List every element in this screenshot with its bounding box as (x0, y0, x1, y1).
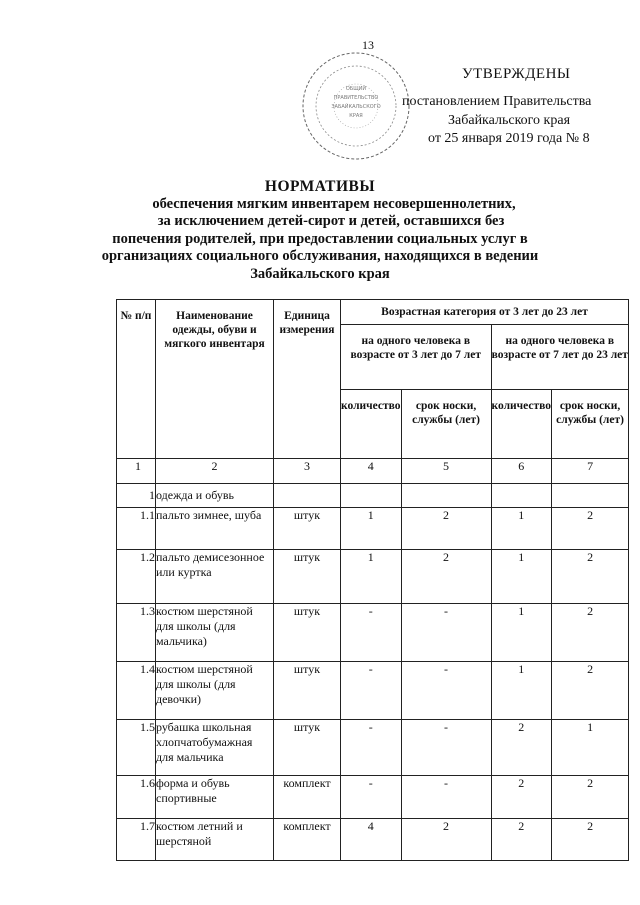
row-num: 1.5 (117, 720, 156, 776)
document-heading (0, 178, 640, 283)
row-term-1: 2 (401, 508, 491, 550)
column-number: 6 (491, 459, 552, 484)
row-qty-2: 1 (491, 550, 552, 604)
row-term-2: 2 (552, 662, 629, 720)
norms-table (116, 299, 629, 861)
approval-title: УТВЕРЖДЕНЫ (462, 66, 571, 82)
row-num: 1.3 (117, 604, 156, 662)
header-unit: Единица измерения (274, 300, 341, 459)
row-qty-1: - (341, 776, 402, 819)
stamp-line-1: ОБЩИЙ (345, 86, 367, 92)
heading-line-3: попечения родителей, при предоставлении социальных услуг в (112, 230, 528, 247)
column-number: 3 (274, 459, 341, 484)
table-row (117, 508, 629, 550)
row-num: 1.4 (117, 662, 156, 720)
row-term-2: 1 (552, 720, 629, 776)
official-stamp (300, 50, 412, 162)
table-row (117, 819, 629, 861)
row-qty-2: 2 (491, 720, 552, 776)
row-unit: штук (274, 604, 341, 662)
row-qty-1: 1 (341, 508, 402, 550)
row-term-1: - (401, 720, 491, 776)
row-qty-2: 1 (491, 508, 552, 550)
section-name: одежда и обувь (156, 484, 274, 508)
row-unit: штук (274, 720, 341, 776)
approval-line-3: от 25 января 2019 года № 8 (428, 131, 590, 146)
header-term-1: срок носки, службы (лет) (401, 390, 491, 459)
row-qty-2: 1 (491, 604, 552, 662)
heading-line-5: Забайкальского края (250, 265, 390, 282)
column-number: 7 (552, 459, 629, 484)
row-term-1: - (401, 776, 491, 819)
section-row (117, 484, 629, 508)
row-unit: комплект (274, 819, 341, 861)
row-term-1: 2 (401, 819, 491, 861)
row-num: 1.7 (117, 819, 156, 861)
heading-line-2: за исключением детей-сирот и детей, оставшихся без (157, 213, 505, 229)
header-qty-1: количество (341, 390, 402, 459)
row-qty-2: 1 (491, 662, 552, 720)
row-unit: комплект (274, 776, 341, 819)
row-term-1: - (401, 604, 491, 662)
table-row (117, 604, 629, 662)
column-number: 5 (401, 459, 491, 484)
page-number: 13 (362, 38, 374, 52)
row-num: 1.1 (117, 508, 156, 550)
table-row (117, 720, 629, 776)
heading-line-1: обеспечения мягким инвентарем несовершеннолетних, (152, 195, 516, 212)
table-row (117, 550, 629, 604)
row-name: костюм летний и шерстяной (156, 819, 274, 861)
row-term-2: 2 (552, 776, 629, 819)
row-qty-1: - (341, 720, 402, 776)
row-name: пальто демисезонное или куртка (156, 550, 274, 604)
row-name: пальто зимнее, шуба (156, 508, 274, 550)
row-unit: штук (274, 662, 341, 720)
column-number: 2 (156, 459, 274, 484)
stamp-line-3: ЗАБАЙКАЛЬСКОГО (331, 104, 381, 110)
row-term-2: 2 (552, 508, 629, 550)
approval-line-2: Забайкальского края (448, 113, 571, 128)
row-term-1: 2 (401, 550, 491, 604)
section-num: 1 (117, 484, 156, 508)
row-qty-1: - (341, 604, 402, 662)
column-numbers-row (117, 459, 629, 484)
column-number: 1 (117, 459, 156, 484)
stamp-line-2: ПРАВИТЕЛЬСТВО (333, 95, 379, 101)
header-qty-2: количество (491, 390, 552, 459)
row-name: костюм шерстяной для школы (для мальчика) (156, 604, 274, 662)
table-row (117, 662, 629, 720)
row-qty-2: 2 (491, 776, 552, 819)
row-qty-1: 4 (341, 819, 402, 861)
header-group-3-7: на одного человека в возрасте от 3 лет до 7 лет (341, 325, 492, 390)
header-age-category: Возрастная категория от 3 лет до 23 лет (341, 300, 629, 325)
row-qty-1: - (341, 662, 402, 720)
stamp-line-4: КРАЯ (349, 113, 363, 119)
header-term-2: срок носки, службы (лет) (552, 390, 629, 459)
row-term-2: 2 (552, 550, 629, 604)
row-unit: штук (274, 508, 341, 550)
header-num: № п/п (117, 300, 156, 459)
table-row (117, 776, 629, 819)
row-num: 1.2 (117, 550, 156, 604)
row-qty-1: 1 (341, 550, 402, 604)
heading-title: НОРМАТИВЫ (264, 178, 376, 195)
row-name: костюм шерстяной для школы (для девочки) (156, 662, 274, 720)
header-name: Наименование одежды, обуви и мягкого инвентаря (156, 300, 274, 459)
row-num: 1.6 (117, 776, 156, 819)
heading-line-4: организациях социального обслуживания, находящихся в ведении (101, 248, 539, 264)
column-number: 4 (341, 459, 402, 484)
approval-line-1: постановлением Правительства (402, 94, 592, 109)
header-group-7-23: на одного человека в возрасте от 7 лет до 23 лет (491, 325, 629, 390)
row-name: рубашка школьная хлопчатобумажная для мальчика (156, 720, 274, 776)
row-qty-2: 2 (491, 819, 552, 861)
row-term-2: 2 (552, 604, 629, 662)
row-unit: штук (274, 550, 341, 604)
row-term-2: 2 (552, 819, 629, 861)
row-name: форма и обувь спортивные (156, 776, 274, 819)
row-term-1: - (401, 662, 491, 720)
